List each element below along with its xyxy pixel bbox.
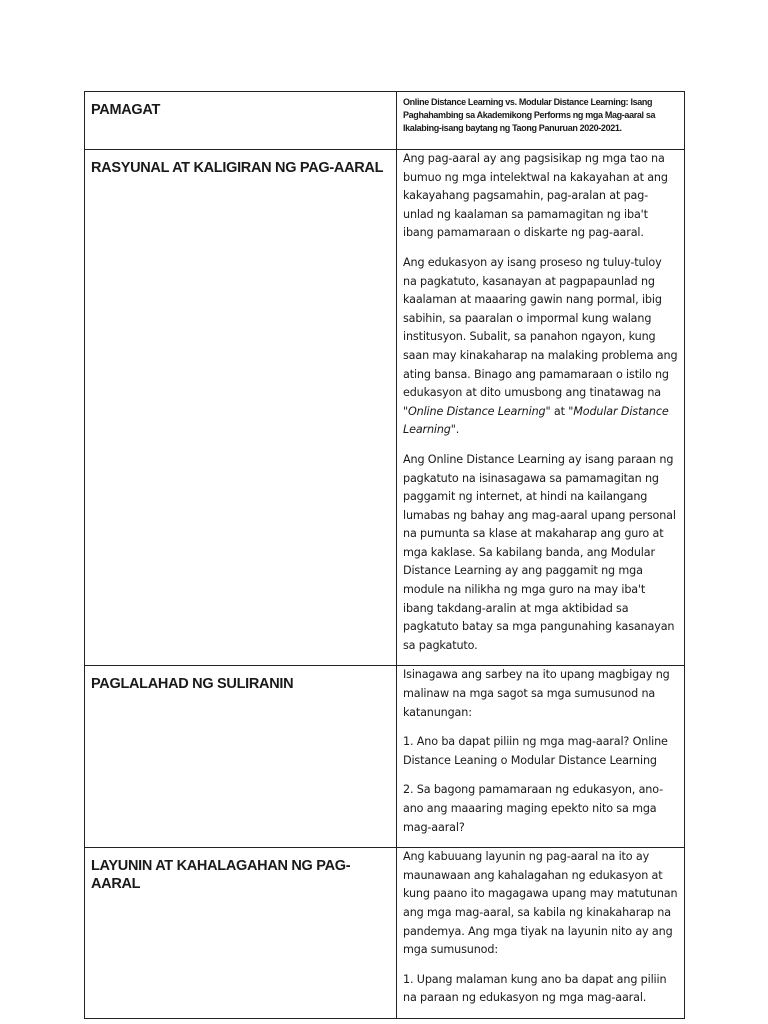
research-title: Online Distance Learning vs. Modular Distance Learning: Isang Paghahambing sa Akademikong Performs ng mga Mag-aaral sa Ikalabing-isang baytang ng Taong Panuruan 2020-2021. <box>403 97 656 133</box>
content-cell <box>397 848 685 1019</box>
label-cell <box>85 666 397 848</box>
research-outline-table <box>84 91 685 1019</box>
label-cell <box>85 92 397 150</box>
row-label-pamagat: PAMAGAT <box>91 102 161 118</box>
label-cell <box>85 150 397 666</box>
row-label-layunin: LAYUNIN AT KAHALAGAHAN NG PAG-AARAL <box>91 858 351 893</box>
label-cell <box>85 848 397 1019</box>
suliranin-paragraph-1: Isinagawa ang sarbey na ito upang magbigay ng malinaw na mga sagot sa mga sumusunod na katanungan: <box>403 668 670 719</box>
rasyunal-paragraph-1: Ang pag-aaral ay ang pagsisikap ng mga tao na bumuo ng mga intelektwal na kakayahan at ang kakayahang pagsamahin, pag-aralan at pag-unlad ng kaalaman sa pamamagitan ng iba't ibang pamamaraan o diskarte ng pag-aaral. <box>403 152 668 240</box>
content-cell <box>397 92 685 150</box>
layunin-paragraph-1: Ang kabuuang layunin ng pag-aaral na ito ay maunawaan ang kahalagahan ng edukasyon at kung paano ito magagawa upang may matutunan ang mga mag-aaral, sa kabila ng kinakaharap na pandemya. Ang mga tiyak na layunin nito ay ang mga sumusunod: <box>403 850 678 957</box>
row-label-suliranin: PAGLALAHAD NG SULIRANIN <box>91 676 294 693</box>
table-row-rasyunal <box>85 150 685 666</box>
suliranin-question-2: 2. Sa bagong pamamaraan ng edukasyon, ano-ano ang maaaring maging epekto nito sa mga mag-aaral? <box>403 783 664 834</box>
table-row-pamagat <box>85 92 685 150</box>
table-row-suliranin <box>85 666 685 848</box>
suliranin-question-1: 1. Ano ba dapat piliin ng mga mag-aaral? Online Distance Leaning o Modular Distance Learning <box>403 735 668 767</box>
rasyunal-paragraph-3: Ang Online Distance Learning ay isang paraan ng pagkatuto na isinasagawa sa pamamagitan ng paggamit ng internet, at hindi na kailangang lumabas ng bahay ang mag-aaral upang personal na pumunta sa klase at makaharap ang guro at mga kaklase. Sa kabilang banda, ang Modular Distance Learning ay ang paggamit ng mga module na nilikha ng mga guro na may iba't ibang takdang-aralin at mga aktibidad sa pagkatuto batay sa mga pangunahing kasanayan sa pagkatuto. <box>403 452 676 652</box>
row-label-rasyunal: RASYUNAL AT KALIGIRAN NG PAG-AARAL <box>91 160 384 176</box>
content-cell <box>397 150 685 666</box>
rasyunal-paragraph-2: Ang edukasyon ay isang proseso ng tuluy-tuloy na pagkatuto, kasanayan at pagpapaunlad ng kaalaman at maaaring gawin nang pormal, ibig sabihin, sa paaralan o impormal kung walang institusyon. Subalit, sa panahon ngayon, kung saan may kinakaharap na malaking problema ang ating bansa. Binago ang pamamaraan o istilo ng edukasyon at dito umusbong ang tinatawag na "Online Distance Learning" at "Modular Distance Learning". <box>403 255 678 437</box>
layunin-objective-1: 1. Upang malaman kung ano ba dapat ang piliin na paraan ng edukasyon ng mga mag-aaral. <box>403 972 667 1005</box>
content-cell <box>397 666 685 848</box>
table-row-layunin <box>85 848 685 1019</box>
